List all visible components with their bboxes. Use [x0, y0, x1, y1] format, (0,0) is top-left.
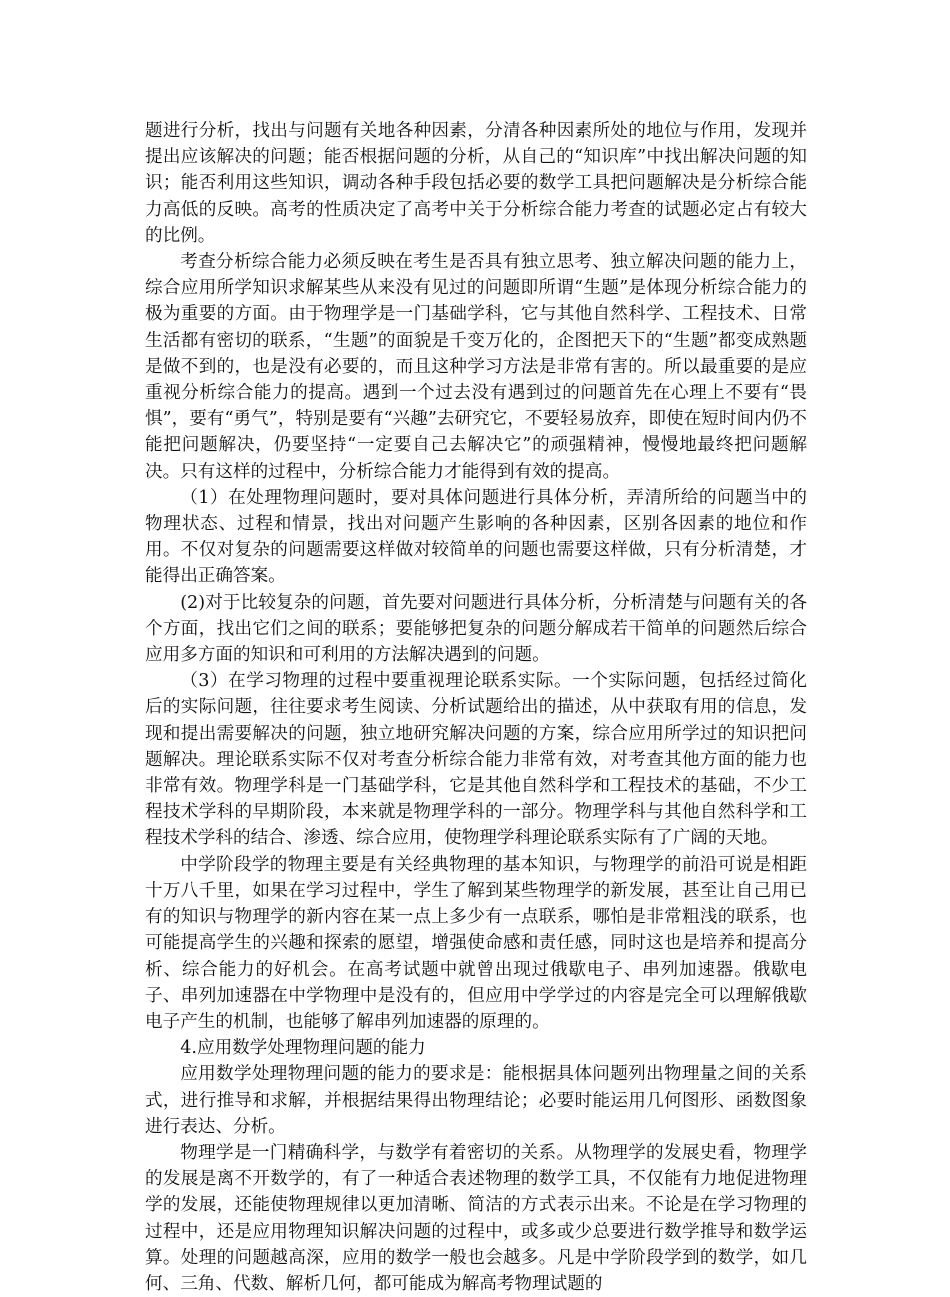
paragraph-point-2: (2)对于比较复杂的问题，首先要对问题进行具体分析，分析清楚与问题有关的各个方面，找出它们之间的联系；要能够把复杂的问题分解成若干简单的问题然后综合应用多方面的知识和可利用的方法解决遇到的问题。	[145, 592, 807, 666]
paragraph-modern-physics: 中学阶段学的物理主要是有关经典物理的基本知识，与物理学的前沿可说是相距十万八千里，如果在学习过程中，学生了解到某些物理学的新发展，甚至让自己用已有的知识与物理学的新内容在某一点上多少有一点联系，哪怕是非常粗浅的联系，也可能提高学生的兴趣和探索的愿望，增强使命感和责任感，同时这也是培养和提高分析、综合能力的好机会。在高考试题中就曾出现过俄歇电子、串列加速器。俄歇电子、串列加速器在中学物理中是没有的，但应用中学学过的内容是完全可以理解俄歇电子产生的机制，也能够了解串列加速器的原理的。	[145, 854, 807, 1032]
paragraph-math-physics: 物理学是一门精确科学，与数学有着密切的关系。从物理学的发展史看，物理学的发展是离不开数学的，有了一种适合表述物理的数学工具，不仅能有力地促进物理学的发展，还能使物理规律以更加清晰、简洁的方式表示出来。不论是在学习物理的过程中，还是应用物理知识解决问题的过程中，或多或少总要进行数学推导和数学运算。处理的问题越高深，应用的数学一般也会越多。凡是中学阶段学到的数学，如几何、三角、代数、解析几何，都可能成为解高考物理试题的	[145, 1142, 807, 1294]
paragraph-point-3: （3）在学习物理的过程中要重视理论联系实际。一个实际问题，包括经过简化后的实际问题，往往要求考生阅读、分析试题给出的描述，从中获取有用的信息，发现和提出需要解决的问题，独立地研究解决问题的方案，综合应用所学过的知识把问题解决。理论联系实际不仅对考查分析综合能力非常有效，对考查其他方面的能力也非常有效。物理学科是一门基础学科，它是其他自然科学和工程技术的基础，不少工程技术学科的早期阶段，本来就是物理学科的一部分。物理学科与其他自然科学和工程技术学科的结合、渗透、综合应用，使物理学科理论联系实际有了广阔的天地。	[145, 671, 807, 849]
section-heading-math: 4.应用数学处理物理问题的能力	[180, 1038, 426, 1059]
paragraph-analysis-intro: 题进行分析，找出与问题有关地各种因素，分清各种因素所处的地位与作用，发现并提出应该解决的问题；能否根据问题的分析，从自己的“知识库”中找出解决问题的知识；能否利用这些知识，调动各种手段包括必要的数学工具把问题解决是分析综合能力高低的反映。高考的性质决定了高考中关于分析综合能力考查的试题必定占有较大的比例。	[145, 121, 807, 246]
document-page	[145, 118, 807, 1297]
paragraph-analysis-ability: 考查分析综合能力必须反映在考生是否具有独立思考、独立解决问题的能力上，综合应用所学知识求解某些从来没有见过的问题即所谓“生题”是体现分析综合能力的极为重要的方面。由于物理学是一门基础学科，它与其他自然科学、工程技术、日常生活都有密切的联系，“生题”的面貌是千变万化的，企图把天下的“生题”都变成熟题是做不到的，也是没有必要的，而且这种学习方法是非常有害的。所以最重要的是应重视分析综合能力的提高。遇到一个过去没有遇到过的问题首先在心理上不要有“畏惧”，要有“勇气”，特别是要有“兴趣”去研究它，不要轻易放弃，即使在短时间内仍不能把问题解决，仍要坚持“一定要自己去解决它”的顽强精神，慢慢地最终把问题解决。只有这样的过程中，分析综合能力才能得到有效的提高。	[145, 252, 807, 482]
paragraph-math-requirement: 应用数学处理物理问题的能力的要求是：能根据具体问题列出物理量之间的关系式，进行推导和求解，并根据结果得出物理结论；必要时能运用几何图形、函数图象进行表达、分析。	[145, 1064, 807, 1137]
paragraph-point-1: （1）在处理物理问题时，要对具体问题进行具体分析，弄清所给的问题当中的物理状态、过程和情景，找出对问题产生影响的各种因素，区别各因素的地位和作用。不仅对复杂的问题需要这样做对较简单的问题也需要这样做，只有分析清楚，才能得出正确答案。	[145, 487, 807, 587]
